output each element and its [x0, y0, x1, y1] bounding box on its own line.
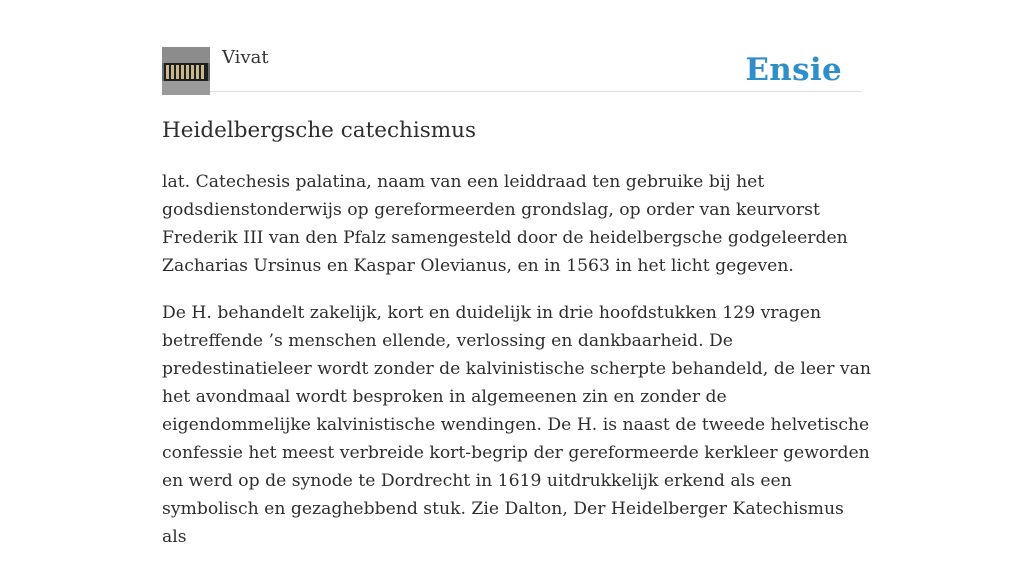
article-header — [162, 46, 862, 92]
brand-logo[interactable]: Ensie — [745, 52, 842, 88]
author-name[interactable]: Vivat — [222, 47, 269, 68]
paragraph: lat. Catechesis palatina, naam van een leiddraad ten gebruike bij het godsdienstonderwijs op gereformeerden grondslag, op order van keurvorst Frederik III van den Pfalz samengesteld door de heidelbergsche godgeleerden Zacharias Ursinus en Kaspar Olevianus, en in 1563 in het licht gegeven. — [162, 172, 848, 276]
article-title: Heidelbergsche catechismus — [162, 118, 477, 143]
library-image-icon — [162, 47, 210, 95]
paragraph: De H. behandelt zakelijk, kort en duidelijk in drie hoofdstukken 129 vragen betreffende ’s menschen ellende, verlossing en dankbaarheid. De predestinatieleer wordt zonder de kalvinistische scherpte behandeld, de leer van het avondmaal wordt besproken in algemeenen zin en zonder de eigendommelijke kalvinistische wendingen. De H. is naast de tweede helvetische confessie het meest verbreide kort-begrip der gereformeerde kerkleer geworden en werd op de synode te Dordrecht in 1619 uitdrukkelijk erkend als een symbolisch en gezaghebbend stuk. Zie Dalton, Der Heidelberger Katechismus als — [162, 303, 871, 547]
article-body — [162, 168, 872, 570]
author-avatar[interactable] — [162, 47, 210, 95]
